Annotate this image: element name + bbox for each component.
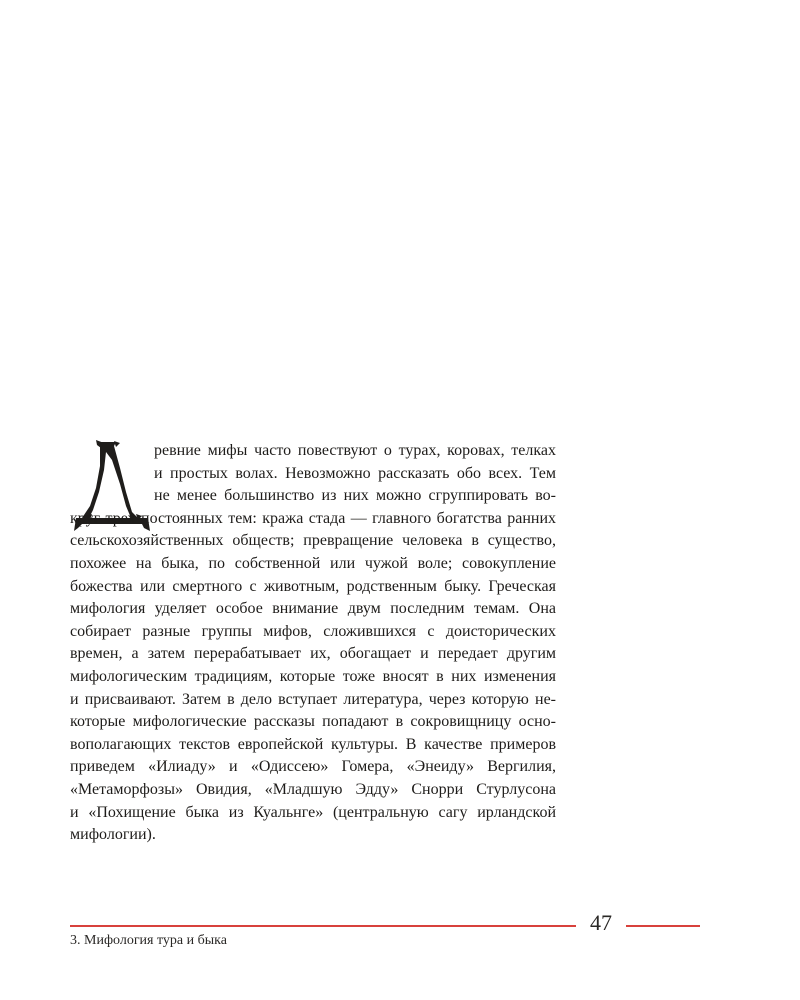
text-line: мифологии). [70,826,156,844]
text-line: времен, а затем перерабатывает их, обогащает и передает другим [70,645,556,663]
text-line: собирает разные группы мифов, сложившихся с доисторических [70,622,556,640]
text-line: не менее большинство из них можно сгруппировать во- [154,487,556,505]
text-line: мифология уделяет особое внимание двум последним темам. Она [70,600,556,618]
text-line: которые мифологические рассказы попадают в сокровищницу осно- [70,713,556,731]
text-line: божества или смертного с животным, родственным быку. Греческая [70,577,556,595]
running-footer: 3. Мифология тура и быка [70,933,227,948]
text-line: вополагающих текстов европейской культуры. В качестве примеров [70,735,556,753]
text-line: ревние мифы часто повествуют о турах, коровах, телках [154,442,556,459]
text-line: и присваивают. Затем в дело вступает литература, через которую не- [70,690,556,708]
text-line: круг трех постоянных тем: кража стада — главного богатства ранних [70,509,556,527]
text-line: «Метаморфозы» Овидия, «Младшую Эдду» Снорри Стурлусона [70,780,556,798]
text-line: сельскохозяйственных обществ; превращение человека в существо, [70,532,556,550]
text-line: и «Похищение быка из Куальнге» (центральную сагу ирландской [70,803,556,821]
footer-rule-right [626,925,700,927]
text-line: приведем «Илиаду» и «Одиссею» Гомера, «Энеиду» Вергилия, [70,758,556,776]
footer-rule-left [70,925,576,927]
article-body [70,440,556,847]
text-line: похожее на быка, по собственной или чужой воле; совокупление [70,554,556,572]
text-line: и простых волах. Невозможно рассказать обо всех. Тем [154,464,556,482]
page-number: 47 [590,910,612,935]
text-line: мифологическим традициям, которые тоже вносят в них изменения [70,667,556,685]
